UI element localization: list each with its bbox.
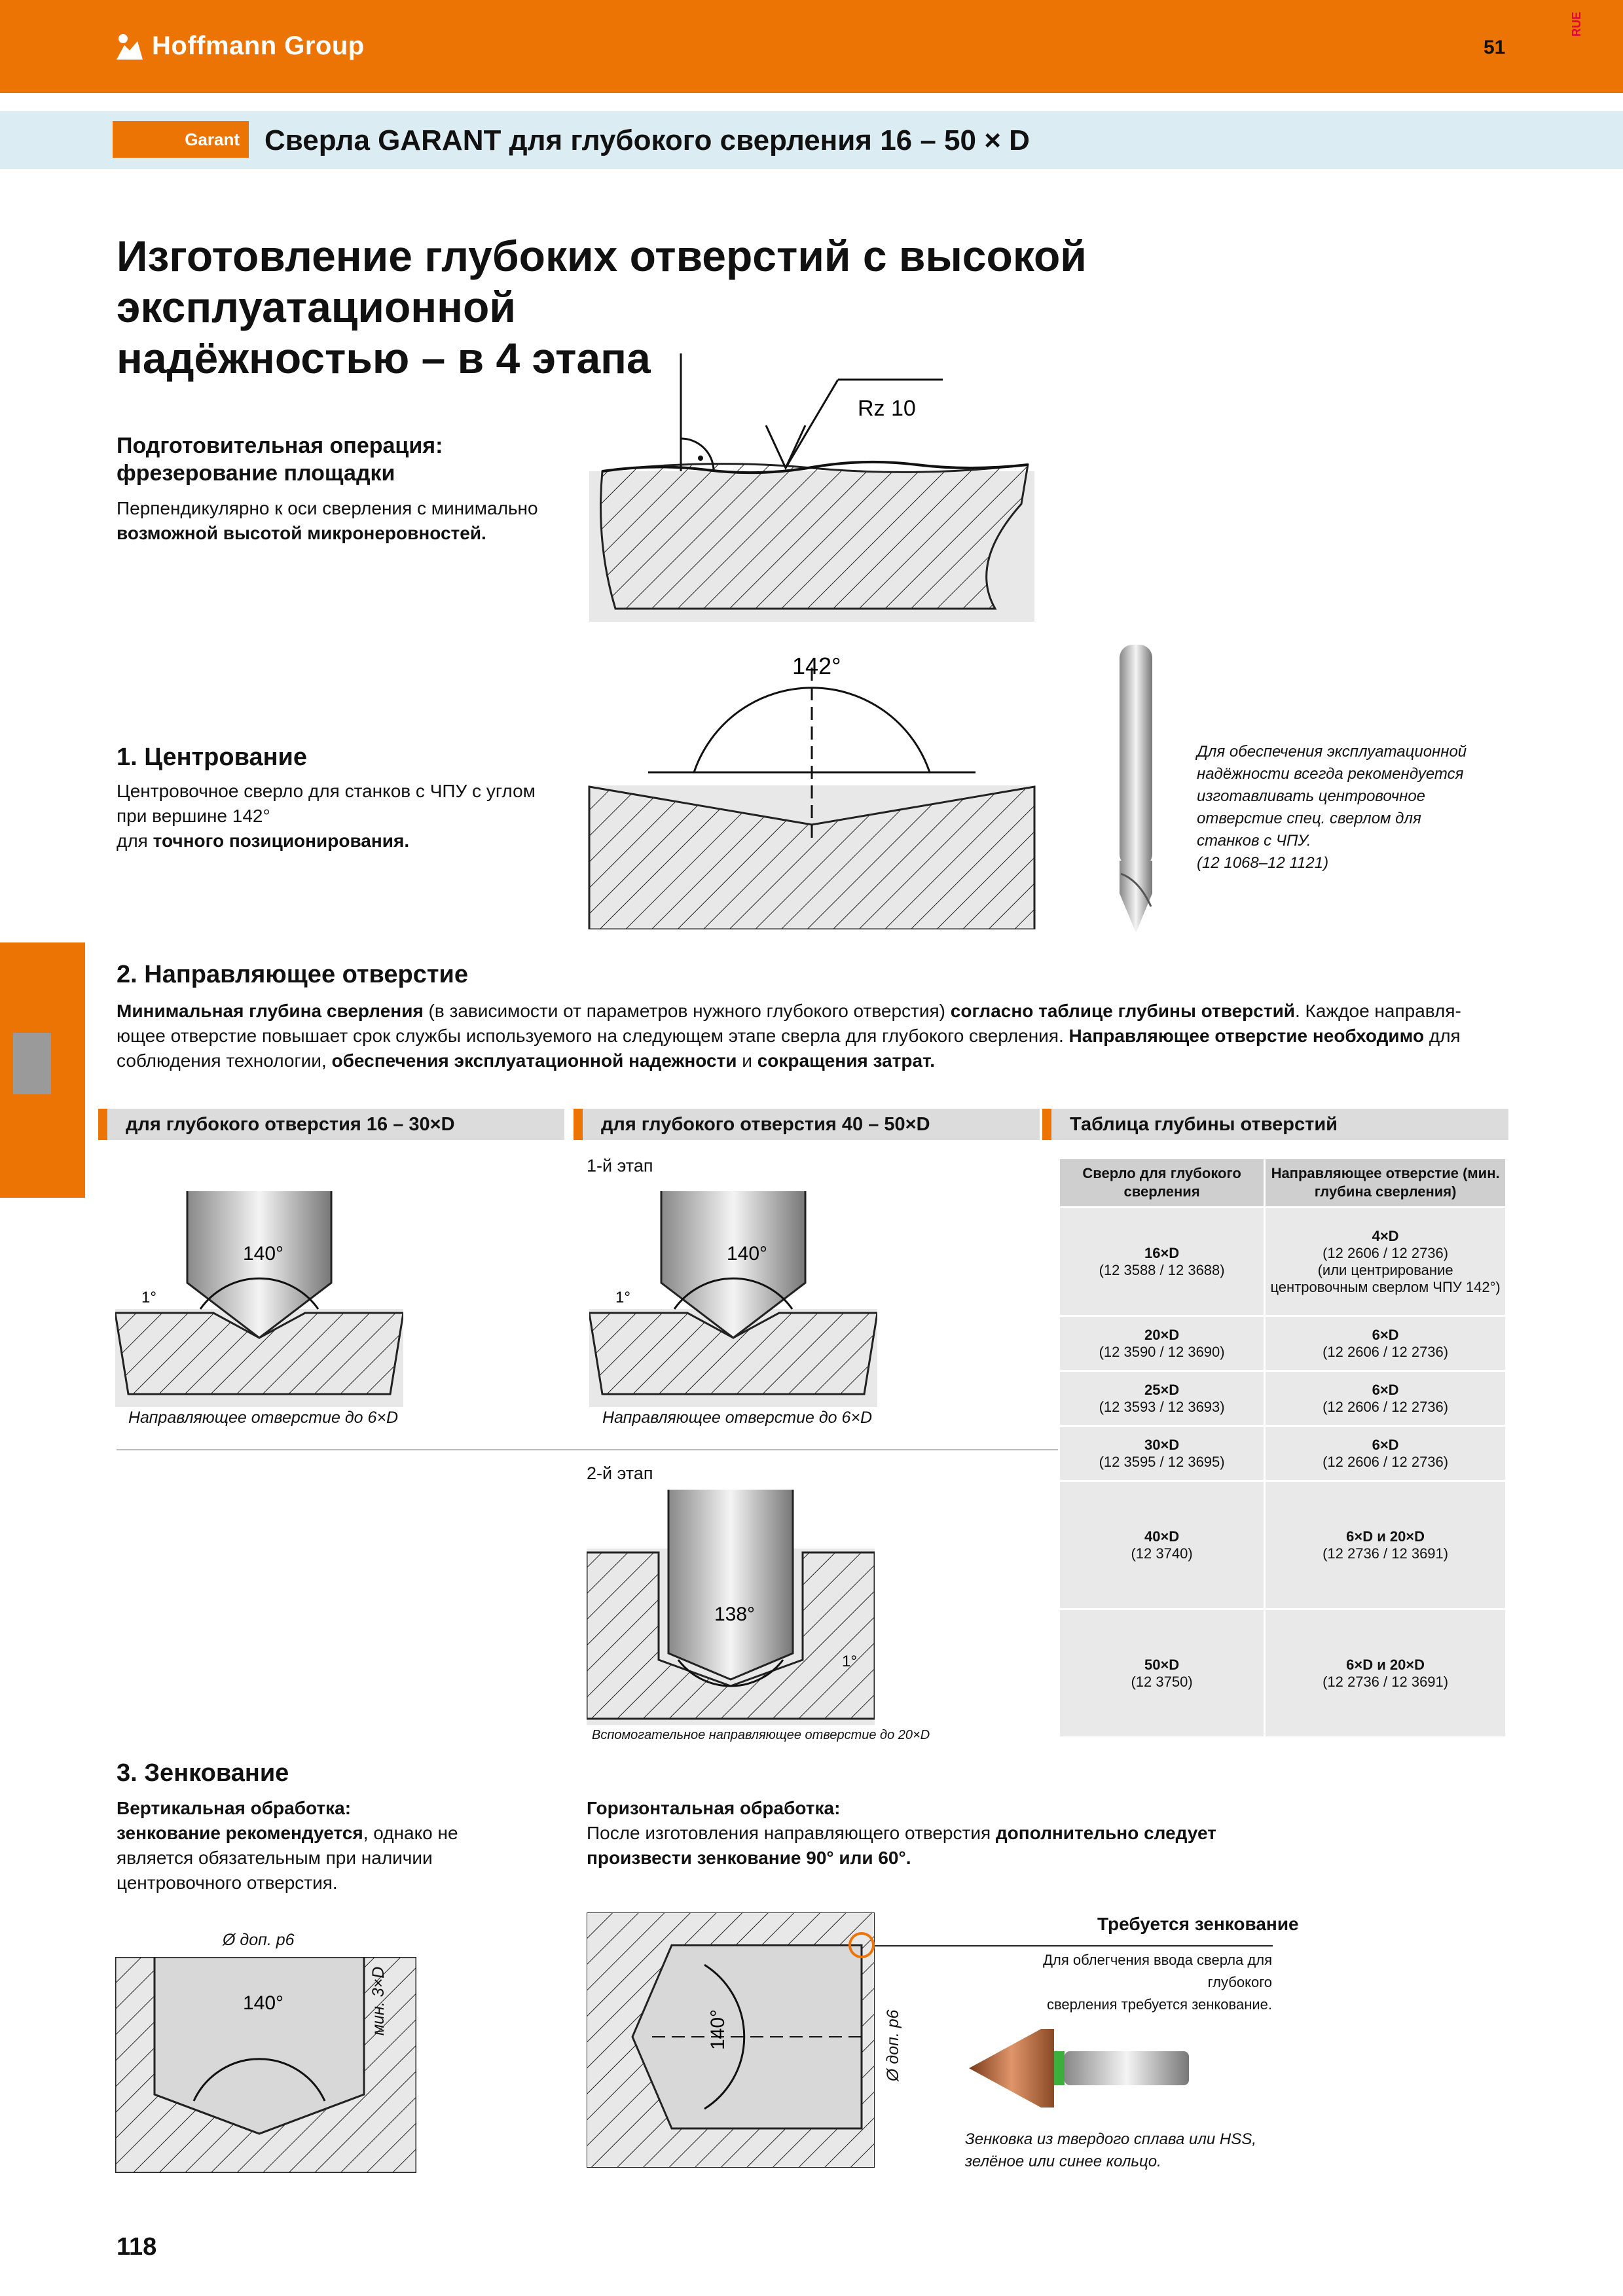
centering-note-line: станков с ЧПУ.	[1197, 832, 1311, 850]
column-divider	[117, 1449, 1059, 1450]
required-line1: Для облегчения ввода сверла для глубокого	[1043, 1952, 1272, 1990]
drill-codes: (12 3593 / 12 3693)	[1099, 1398, 1225, 1415]
table-row	[1059, 1208, 1506, 1316]
vertical-bold: зенкование рекомендуется	[117, 1823, 363, 1843]
centering-text-plain: для	[117, 831, 153, 851]
drill-codes: (12 3750)	[1131, 1673, 1193, 1690]
table-header-drill: Сверло для глубокого сверления	[1059, 1158, 1265, 1208]
prep-heading-line1: Подготовительная операция:	[117, 433, 443, 458]
table-cell-drill	[1059, 1371, 1265, 1426]
page-number-bottom: 118	[117, 2233, 157, 2261]
guide-text-line3	[117, 1049, 1511, 1073]
tool-caption-line2: зелёное или синее кольцо.	[965, 2153, 1161, 2170]
stage-2-label: 2-й этап	[587, 1463, 653, 1483]
hoffmann-logo	[115, 31, 365, 61]
guide-text	[117, 999, 1511, 1073]
guide-hole-diagram-16-30	[115, 1178, 403, 1407]
prep-heading	[117, 432, 443, 487]
table-cell-drill	[1059, 1481, 1265, 1609]
centering-text-line3	[117, 829, 536, 853]
horizontal-angle-label: 140°	[707, 2009, 729, 2050]
guide-codes: (12 2606 / 12 2736)	[1322, 1343, 1449, 1360]
table-cell-guide	[1265, 1481, 1506, 1609]
guide-caption-1: Направляющее отверстие до 6×D	[128, 1408, 399, 1427]
vertical-heading: Вертикальная обработка:	[117, 1798, 352, 1818]
vertical-line1	[117, 1821, 458, 1846]
guide-size: 6×D и 20×D	[1346, 1528, 1425, 1545]
tool-caption-line1: Зенковка из твердого сплава или HSS,	[965, 2130, 1256, 2148]
centering-note-line: отверстие спец. сверлом для	[1197, 810, 1421, 827]
vertical-line2: является обязательным при наличии	[117, 1848, 433, 1868]
centering-text-line1: Центровочное сверло для станков с ЧПУ с углом	[117, 781, 536, 801]
guide-size: 4×D	[1372, 1227, 1399, 1244]
angle-140-label: 140°	[243, 1243, 284, 1265]
centering-text	[117, 779, 536, 853]
guide-codes: (12 2606 / 12 2736)	[1322, 1244, 1449, 1261]
series-title: Сверла GARANT для глубокого сверления 16 – 50 × D	[264, 124, 1030, 156]
stage-1-label: 1-й этап	[587, 1156, 653, 1175]
vertical-plain: , однако не	[363, 1823, 458, 1843]
centering-diagram	[576, 641, 1048, 929]
guide-codes: (12 2736 / 12 3691)	[1322, 1673, 1449, 1690]
guide-bold-4: обеспечения эксплуатационной надежности	[331, 1050, 737, 1071]
countersink-heading: 3. Зенкование	[117, 1759, 289, 1787]
drill-codes: (12 3740)	[1131, 1545, 1193, 1562]
guide-bold-1: Минимальная глубина сверления	[117, 1001, 424, 1021]
horizontal-text	[587, 1796, 1216, 1871]
table-cell-guide	[1265, 1371, 1506, 1426]
guide-note: (или центрирование центровочным сверлом ЧПУ 142°)	[1270, 1261, 1501, 1295]
angle-140-label: 140°	[727, 1243, 768, 1265]
language-code: RUE	[1570, 11, 1583, 37]
centering-note-line: (12 1068–12 1121)	[1197, 854, 1329, 872]
centering-note-line: изготавливать центровочное	[1197, 787, 1426, 805]
guide-bold-2: согласно таблице глубины отверстий	[950, 1001, 1295, 1021]
angle-1-label: 1°	[842, 1653, 857, 1670]
column-head-40-50: для глубокого отверстия 40 – 50×D	[574, 1109, 1040, 1140]
column-head-depth-table: Таблица глубины отверстий	[1042, 1109, 1508, 1140]
milling-diagram	[576, 347, 1048, 622]
countersink-tool-image	[962, 2022, 1198, 2114]
prep-text	[117, 496, 538, 546]
main-title-line2: надёжностью – в 4 этапа	[117, 334, 651, 382]
rz-label: Rz 10	[858, 396, 916, 421]
leader-line	[875, 1945, 1273, 1946]
horizontal-line1	[587, 1821, 1216, 1846]
horizontal-countersink-diagram	[587, 1912, 875, 2168]
guide-size: 6×D	[1372, 1381, 1399, 1398]
horizontal-bold-2: произвести зенкование 90° или 60°.	[587, 1848, 911, 1868]
page-number-top: 51	[1484, 37, 1506, 58]
angle-138-label: 138°	[714, 1604, 756, 1625]
table-cell-guide	[1265, 1609, 1506, 1738]
guide-plain-4: для	[1424, 1026, 1461, 1046]
prep-text-line1: Перпендикулярно к оси сверления с минимально	[117, 498, 538, 518]
drill-size: 16×D	[1144, 1244, 1180, 1261]
guide-plain-1: (в зависимости от параметров нужного глубокого отверстия)	[423, 1001, 951, 1021]
vertical-dia-label: Ø доп. p6	[223, 1931, 295, 1949]
table-row	[1059, 1371, 1506, 1426]
main-title-line1: Изготовление глубоких отверстий с высокой эксплуатационной	[117, 232, 1087, 331]
guide-text-line1	[117, 999, 1511, 1024]
tool-caption	[965, 2128, 1256, 2173]
table-row	[1059, 1481, 1506, 1609]
horizontal-plain: После изготовления направляющего отверстия	[587, 1823, 996, 1843]
angle-1-label: 1°	[615, 1289, 630, 1306]
vertical-angle-label: 140°	[243, 1992, 284, 2014]
guide-codes: (12 2606 / 12 2736)	[1322, 1398, 1449, 1415]
guide-size: 6×D	[1372, 1326, 1399, 1343]
table-cell-drill	[1059, 1426, 1265, 1481]
horizontal-bold: дополнительно следует	[995, 1823, 1216, 1843]
drill-size: 50×D	[1144, 1656, 1180, 1673]
table-cell-guide	[1265, 1208, 1506, 1316]
guide-size: 6×D и 20×D	[1346, 1656, 1425, 1673]
required-countersink-title: Требуется зенкование	[1097, 1914, 1299, 1934]
guide-hole-diagram-40-50-stage2	[587, 1490, 875, 1725]
drill-codes: (12 3595 / 12 3695)	[1099, 1453, 1225, 1470]
guide-codes: (12 2606 / 12 2736)	[1322, 1453, 1449, 1470]
centering-note-line: надёжности всегда рекомендуется	[1197, 765, 1464, 783]
angle-1-label: 1°	[141, 1289, 156, 1306]
guide-plain-6: и	[737, 1050, 757, 1071]
vertical-text	[117, 1796, 458, 1895]
table-row	[1059, 1609, 1506, 1738]
required-line2: сверления требуется зенкование.	[1046, 1996, 1272, 2013]
guide-codes: (12 2736 / 12 3691)	[1322, 1545, 1449, 1562]
horizontal-heading: Горизонтальная обработка:	[587, 1798, 841, 1818]
centering-text-line2: при вершине 142°	[117, 806, 270, 826]
vertical-min-label: мин. 3×D	[369, 1966, 388, 2036]
depth-table	[1058, 1157, 1507, 1738]
centering-note	[1197, 741, 1467, 874]
column-head-16-30: для глубокого отверстия 16 – 30×D	[98, 1109, 564, 1140]
drill-codes: (12 3588 / 12 3688)	[1099, 1261, 1225, 1278]
brand-name: Hoffmann Group	[152, 31, 365, 60]
drill-size: 20×D	[1144, 1326, 1180, 1343]
table-cell-drill	[1059, 1208, 1265, 1316]
centering-angle-label: 142°	[792, 653, 841, 679]
drill-chapter-icon	[13, 1033, 51, 1094]
centering-heading: 1. Центрование	[117, 744, 308, 771]
garant-badge	[113, 121, 249, 158]
garant-badge-label: Garant	[185, 130, 240, 149]
horizontal-dia-label: Ø доп. p6	[884, 2009, 902, 2081]
guide-text-line2	[117, 1024, 1511, 1049]
guide-hole-diagram-40-50-stage1	[589, 1178, 877, 1407]
table-header-row	[1059, 1158, 1506, 1208]
centering-drill-image	[1113, 645, 1159, 933]
guide-caption-3: Вспомогательное направляющее отверстие до 20×D	[592, 1728, 930, 1742]
guide-caption-2: Направляющее отверстие до 6×D	[602, 1408, 873, 1427]
vertical-line3: центровочного отверстия.	[117, 1873, 338, 1893]
table-row	[1059, 1316, 1506, 1371]
drill-size: 25×D	[1144, 1381, 1180, 1398]
drill-size: 40×D	[1144, 1528, 1180, 1545]
guide-bold-5: сокращения затрат.	[757, 1050, 936, 1071]
prep-text-bold: возможной высотой микронеровностей.	[117, 523, 486, 543]
table-row	[1059, 1426, 1506, 1481]
horizontal-line2	[587, 1846, 1216, 1871]
hoffmann-logo-icon	[115, 32, 144, 61]
guide-plain-2: . Каждое направля-	[1295, 1001, 1461, 1021]
guide-bold-3: Направляющее отверстие необходимо	[1068, 1026, 1425, 1046]
table-cell-drill	[1059, 1609, 1265, 1738]
drill-size: 30×D	[1144, 1436, 1180, 1453]
guide-plain-5: соблюдения технологии,	[117, 1050, 332, 1071]
guide-size: 6×D	[1372, 1436, 1399, 1453]
table-cell-drill	[1059, 1316, 1265, 1371]
guide-plain-3: ющее отверстие повышает срок службы используемого на следующем этапе сверла для глубокого сверления.	[117, 1026, 1069, 1046]
drill-codes: (12 3590 / 12 3690)	[1099, 1343, 1225, 1360]
table-header-guide: Направляющее отверстие (мин. глубина сверления)	[1265, 1158, 1506, 1208]
table-cell-guide	[1265, 1316, 1506, 1371]
table-cell-guide	[1265, 1426, 1506, 1481]
centering-text-bold: точного позиционирования.	[153, 831, 410, 851]
centering-note-line: Для обеспечения эксплуатационной	[1197, 743, 1467, 761]
required-countersink-text	[994, 1949, 1272, 2016]
guide-heading: 2. Направляющее отверстие	[117, 961, 468, 988]
prep-heading-line2: фрезерование площадки	[117, 461, 395, 486]
